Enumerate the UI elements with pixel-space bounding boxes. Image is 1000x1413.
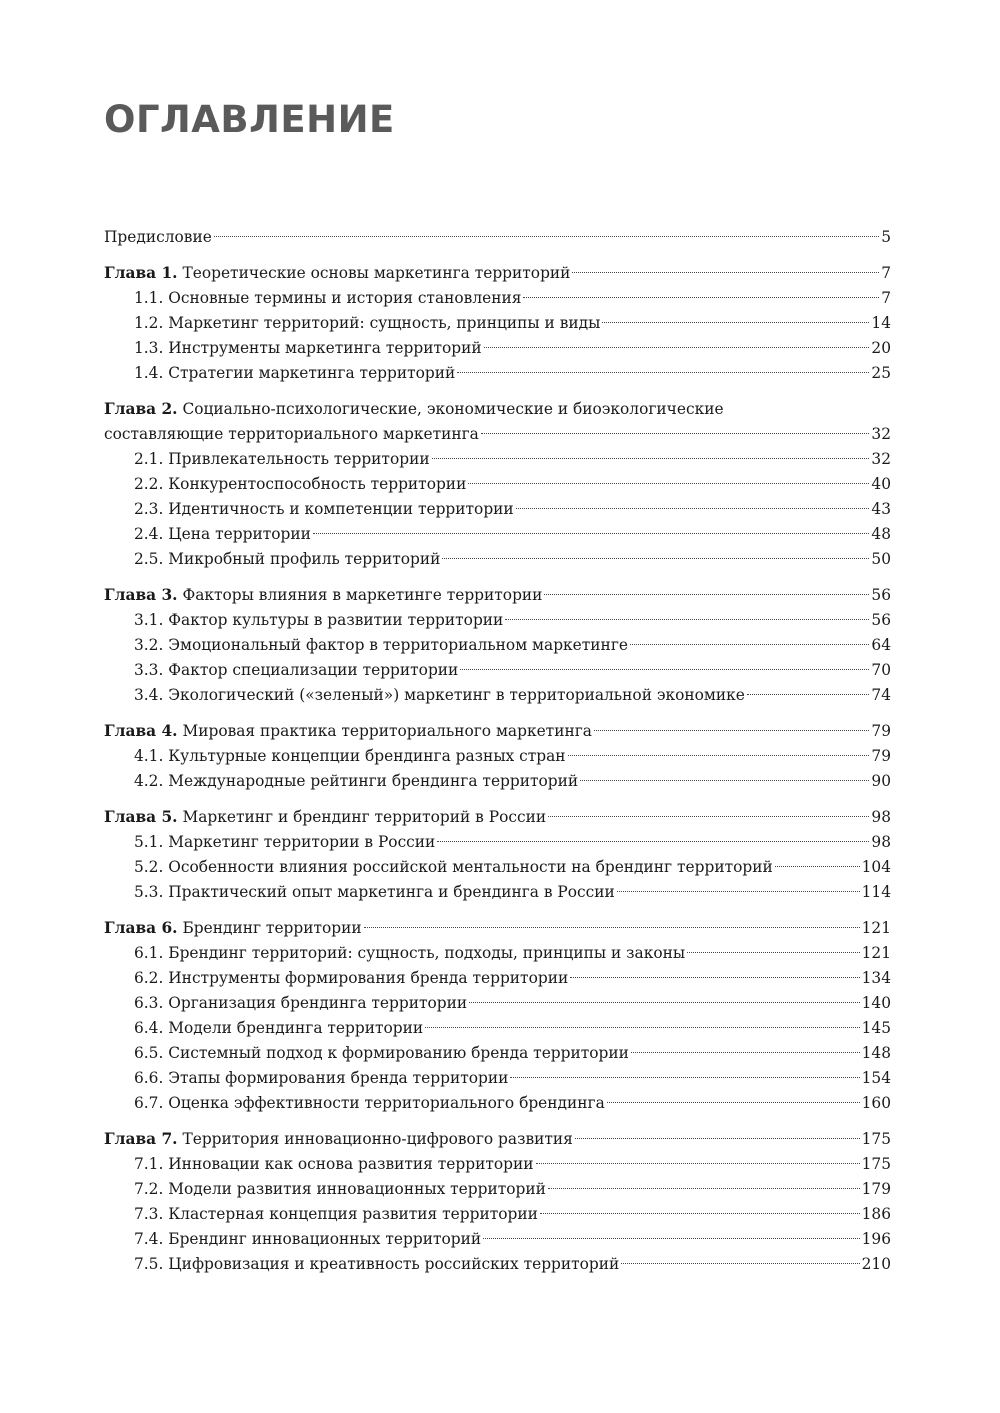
toc-subsection-entry[interactable] [104,1041,891,1066]
dot-leader [523,297,879,298]
toc-chapter-7 [104,1127,891,1277]
toc-subsection-entry[interactable] [104,1202,891,1227]
chapter-title: Территория инновационно-цифрового развития [182,1130,573,1148]
toc-chapter-heading[interactable] [104,719,891,744]
toc-page-number: 56 [871,611,891,629]
toc-chapter-1 [104,261,891,386]
toc-page-number: 14 [871,314,891,332]
toc-subsection-entry[interactable] [104,941,891,966]
dot-leader [484,347,870,348]
toc-page-number: 32 [871,450,891,468]
toc-page-number: 25 [871,364,891,382]
toc-entry-label: 5.3. Практический опыт маркетинга и брендинга в России [134,883,615,901]
toc-subsection-entry[interactable] [104,830,891,855]
toc-entry-label: 6.4. Модели брендинга территории [134,1019,424,1037]
toc-entry-label: 6.7. Оценка эффективности территориального брендинга [134,1094,605,1112]
toc-page-number: 79 [871,722,891,740]
toc-chapter-heading-line[interactable] [104,397,891,422]
chapter-title: Брендинг территории [182,919,362,937]
toc-entry-label: 3.3. Фактор специализации территории [134,661,459,679]
dot-leader [607,1102,860,1103]
dot-leader [621,1263,859,1264]
dot-leader [572,272,879,273]
dot-leader [570,977,859,978]
dot-leader [214,236,879,237]
toc-entry-label: Предисловие [104,228,212,246]
dot-leader [548,816,869,817]
toc-subsection-entry[interactable] [104,286,891,311]
dot-leader [630,644,869,645]
dot-leader [548,1188,860,1189]
toc-entry-label: 6.5. Системный подход к формированию бренда территории [134,1044,629,1062]
toc-subsection-entry[interactable] [104,991,891,1016]
toc-page-number: 7 [881,264,891,282]
toc-subsection-entry[interactable] [104,658,891,683]
toc-page-number: 64 [871,636,891,654]
toc-chapter-heading[interactable] [104,805,891,830]
dot-leader [580,780,869,781]
toc-subsection-entry[interactable] [104,1177,891,1202]
toc-page-number: 5 [881,228,891,246]
toc-entry-label [104,1127,573,1152]
toc-subsection-entry[interactable] [104,1152,891,1177]
chapter-title-line1: Социально-психологические, экономические и биоэкологические [182,400,724,418]
toc-entry-label: 5.1. Маркетинг территории в России [134,833,436,851]
toc-subsection-entry[interactable] [104,1016,891,1041]
toc-entry-label: 1.1. Основные термины и история становления [134,289,522,307]
dot-leader [432,458,870,459]
toc-entry-label: 4.2. Международные рейтинги брендинга территорий [134,772,579,790]
toc-page-number: 98 [871,808,891,826]
toc-page-number: 121 [861,919,891,937]
chapter-prefix: Глава 7. [104,1130,178,1148]
chapter-prefix: Глава 5. [104,808,178,826]
chapter-title: Мировая практика территориального маркетинга [182,722,592,740]
dot-leader [469,1002,859,1003]
toc-page-number: 145 [861,1019,891,1037]
toc-page-number: 121 [861,944,891,962]
chapter-prefix: Глава 2. [104,400,178,418]
dot-leader [425,1027,859,1028]
dot-leader [575,1138,860,1139]
toc-page-number: 90 [871,772,891,790]
toc-page-number: 148 [861,1044,891,1062]
toc-subsection-entry[interactable] [104,497,891,522]
toc-subsection-entry[interactable] [104,855,891,880]
toc-entry-label [104,719,592,744]
toc-page-number: 7 [881,289,891,307]
toc-chapters [104,261,891,1277]
dot-leader [483,1238,860,1239]
toc-entry-label: 7.2. Модели развития инновационных территорий [134,1180,546,1198]
toc-entry-label: 4.1. Культурные концепции брендинга разных стран [134,747,566,765]
toc-chapter-heading[interactable] [104,1127,891,1152]
dot-leader [536,1163,860,1164]
toc-subsection-entry[interactable] [104,633,891,658]
toc-entry-label: 2.1. Привлекательность территории [134,450,430,468]
toc-entry-label: 5.2. Особенности влияния российской ментальности на брендинг территорий [134,858,773,876]
toc-chapter-heading[interactable] [104,583,891,608]
toc-subsection-entry[interactable] [104,1091,891,1116]
toc-page-number: 48 [871,525,891,543]
toc-entry-label [104,805,546,830]
toc-chapter-2 [104,397,891,572]
dot-leader [481,433,870,434]
toc-subsection-entry[interactable] [104,522,891,547]
chapter-title: Теоретические основы маркетинга территорий [182,264,571,282]
toc-chapter-heading[interactable] [104,422,891,447]
toc-subsection-entry[interactable] [104,1252,891,1277]
toc-entry-label: 6.6. Этапы формирования бренда территории [134,1069,509,1087]
toc-entry-label [104,916,362,941]
toc-chapter-3 [104,583,891,708]
toc-subsection-entry[interactable] [104,336,891,361]
chapter-prefix: Глава 1. [104,264,178,282]
toc-entry-label: 1.4. Стратегии маркетинга территорий [134,364,456,382]
toc-entry-label: 1.3. Инструменты маркетинга территорий [134,339,482,357]
dot-leader [510,1077,859,1078]
toc-subsection-entry[interactable] [104,1066,891,1091]
toc-chapter-5 [104,805,891,905]
toc-page-number: 210 [861,1255,891,1273]
toc-page-number: 175 [861,1130,891,1148]
table-of-contents [104,225,891,1288]
toc-page-number: 175 [861,1155,891,1173]
dot-leader [617,891,860,892]
toc-page-number: 74 [871,686,891,704]
toc-subsection-entry[interactable] [104,966,891,991]
toc-page-number: 43 [871,500,891,518]
dot-leader [313,533,870,534]
toc-entry-label [104,583,542,608]
toc-page-number: 154 [861,1069,891,1087]
toc-entry-label: 3.4. Экологический («зеленый») маркетинг в территориальной экономике [134,686,745,704]
toc-entry-label: 6.1. Брендинг территорий: сущность, подходы, принципы и законы [134,944,686,962]
toc-page-number: 50 [871,550,891,568]
toc-page-number: 79 [871,747,891,765]
chapter-prefix: Глава 4. [104,722,178,740]
toc-subsection-entry[interactable] [104,547,891,572]
toc-entry-label: 7.5. Цифровизация и креативность российских территорий [134,1255,620,1273]
toc-entry-label: 7.1. Инновации как основа развития территории [134,1155,534,1173]
toc-page-number: 56 [871,586,891,604]
dot-leader [540,1213,860,1214]
dot-leader [687,952,860,953]
toc-entry-label: 2.3. Идентичность и компетенции территории [134,500,514,518]
toc-page-number: 196 [861,1230,891,1248]
toc-entry-label: 3.1. Фактор культуры в развитии территории [134,611,504,629]
dot-leader [775,866,860,867]
toc-page-number: 70 [871,661,891,679]
toc-subsection-entry[interactable] [104,361,891,386]
dot-leader [602,322,869,323]
dot-leader [442,558,869,559]
dot-leader [594,730,869,731]
toc-entry-label [104,261,570,286]
toc-page-number: 32 [871,425,891,443]
toc-entry-label: 2.4. Цена территории [134,525,311,543]
toc-entry-label: 6.3. Организация брендинга территории [134,994,468,1012]
chapter-title: составляющие территориального маркетинга [104,425,479,443]
toc-entry-label: 7.3. Кластерная концепция развития территории [134,1205,538,1223]
dot-leader [747,694,870,695]
toc-page-number: 98 [871,833,891,851]
dot-leader [631,1052,860,1053]
chapter-prefix: Глава 6. [104,919,178,937]
toc-chapter-6 [104,916,891,1116]
toc-entry-label: 3.2. Эмоциональный фактор в территориальном маркетинге [134,636,628,654]
dot-leader [505,619,869,620]
dot-leader [468,483,869,484]
toc-entry-label: 1.2. Маркетинг территорий: сущность, принципы и виды [134,314,601,332]
dot-leader [460,669,869,670]
toc-subsection-entry[interactable] [104,1227,891,1252]
toc-page-number: 186 [861,1205,891,1223]
toc-entry-label [104,422,479,447]
dot-leader [568,755,870,756]
toc-subsection-entry[interactable] [104,769,891,794]
toc-chapter-4 [104,719,891,794]
toc-entry-label: 2.5. Микробный профиль территорий [134,550,441,568]
chapter-title: Факторы влияния в маркетинге территории [182,586,543,604]
toc-page-number: 179 [861,1180,891,1198]
toc-page-number: 104 [861,858,891,876]
toc-subsection-entry[interactable] [104,683,891,708]
toc-page-number: 20 [871,339,891,357]
toc-subsection-entry[interactable] [104,880,891,905]
toc-page-number: 140 [861,994,891,1012]
page-title: ОГЛАВЛЕНИЕ [104,98,395,141]
chapter-title: Маркетинг и брендинг территорий в России [182,808,547,826]
toc-entry-label: 2.2. Конкурентоспособность территории [134,475,467,493]
toc-subsection-entry[interactable] [104,744,891,769]
toc-page-number: 160 [861,1094,891,1112]
toc-subsection-entry[interactable] [104,472,891,497]
chapter-prefix: Глава 3. [104,586,178,604]
toc-page-number: 134 [861,969,891,987]
dot-leader [364,927,860,928]
toc-subsection-entry[interactable] [104,447,891,472]
toc-subsection-entry[interactable] [104,608,891,633]
dot-leader [516,508,870,509]
toc-subsection-entry[interactable] [104,311,891,336]
toc-page-number: 114 [861,883,891,901]
dot-leader [544,594,869,595]
toc-entry-label: 6.2. Инструменты формирования бренда территории [134,969,569,987]
toc-page-number: 40 [871,475,891,493]
toc-entry-label: 7.4. Брендинг инновационных территорий [134,1230,482,1248]
dot-leader [437,841,869,842]
toc-chapter-heading[interactable] [104,261,891,286]
toc-chapter-heading[interactable] [104,916,891,941]
toc-entry-preface[interactable] [104,225,891,250]
toc-section-preface [104,225,891,250]
dot-leader [457,372,869,373]
